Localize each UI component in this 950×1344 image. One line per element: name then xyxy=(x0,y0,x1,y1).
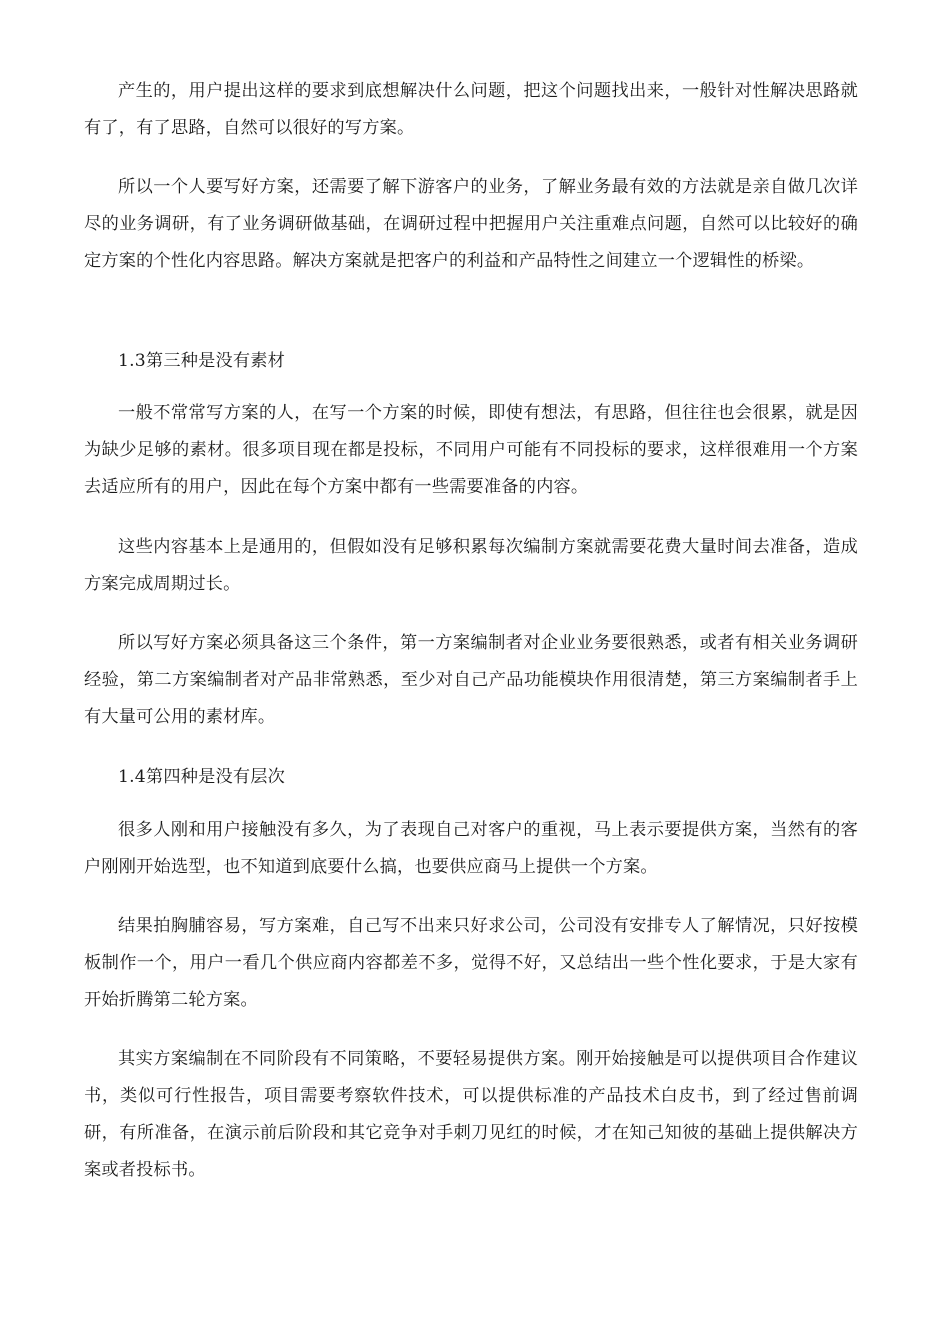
section-heading-1-3: 1.3第三种是没有素材 xyxy=(118,351,286,371)
paragraph-7: 结果拍胸脯容易，写方案难，自己写不出来只好求公司，公司没有安排专人了解情况，只好按模板制作一个，用户一看几个供应商内容都差不多，觉得不好，又总结出一些个性化要求，于是大家有开始折腾第二轮方案。 xyxy=(84,916,858,1010)
paragraph-4: 这些内容基本上是通用的，但假如没有足够积累每次编制方案就需要花费大量时间去准备，造成方案完成周期过长。 xyxy=(84,537,858,594)
paragraph-6: 很多人刚和用户接触没有多久，为了表现自己对客户的重视，马上表示要提供方案，当然有的客户刚刚开始选型，也不知道到底要什么搞，也要供应商马上提供一个方案。 xyxy=(84,820,858,877)
paragraph-1: 产生的，用户提出这样的要求到底想解决什么问题，把这个问题找出来，一般针对性解决思路就有了，有了思路，自然可以很好的写方案。 xyxy=(84,81,858,138)
paragraph-5: 所以写好方案必须具备这三个条件，第一方案编制者对企业业务要很熟悉，或者有相关业务调研经验，第二方案编制者对产品非常熟悉，至少对自己产品功能模块作用很清楚，第三方案编制者手上有大量可公用的素材库。 xyxy=(84,633,858,727)
paragraph-3: 一般不常常写方案的人，在写一个方案的时候，即使有想法，有思路，但往往也会很累，就是因为缺少足够的素材。很多项目现在都是投标，不同用户可能有不同投标的要求，这样很难用一个方案去适应所有的用户，因此在每个方案中都有一些需要准备的内容。 xyxy=(84,403,858,497)
paragraph-8: 其实方案编制在不同阶段有不同策略，不要轻易提供方案。刚开始接触是可以提供项目合作建议书，类似可行性报告，项目需要考察软件技术，可以提供标准的产品技术白皮书，到了经过售前调研，有所准备，在演示前后阶段和其它竞争对手刺刀见红的时候，才在知己知彼的基础上提供解决方案或者投标书。 xyxy=(84,1049,858,1180)
paragraph-2: 所以一个人要写好方案，还需要了解下游客户的业务，了解业务最有效的方法就是亲自做几次详尽的业务调研，有了业务调研做基础，在调研过程中把握用户关注重难点问题，自然可以比较好的确定方案的个性化内容思路。解决方案就是把客户的利益和产品特性之间建立一个逻辑性的桥梁。 xyxy=(84,177,858,271)
section-heading-1-4: 1.4第四种是没有层次 xyxy=(118,767,286,787)
